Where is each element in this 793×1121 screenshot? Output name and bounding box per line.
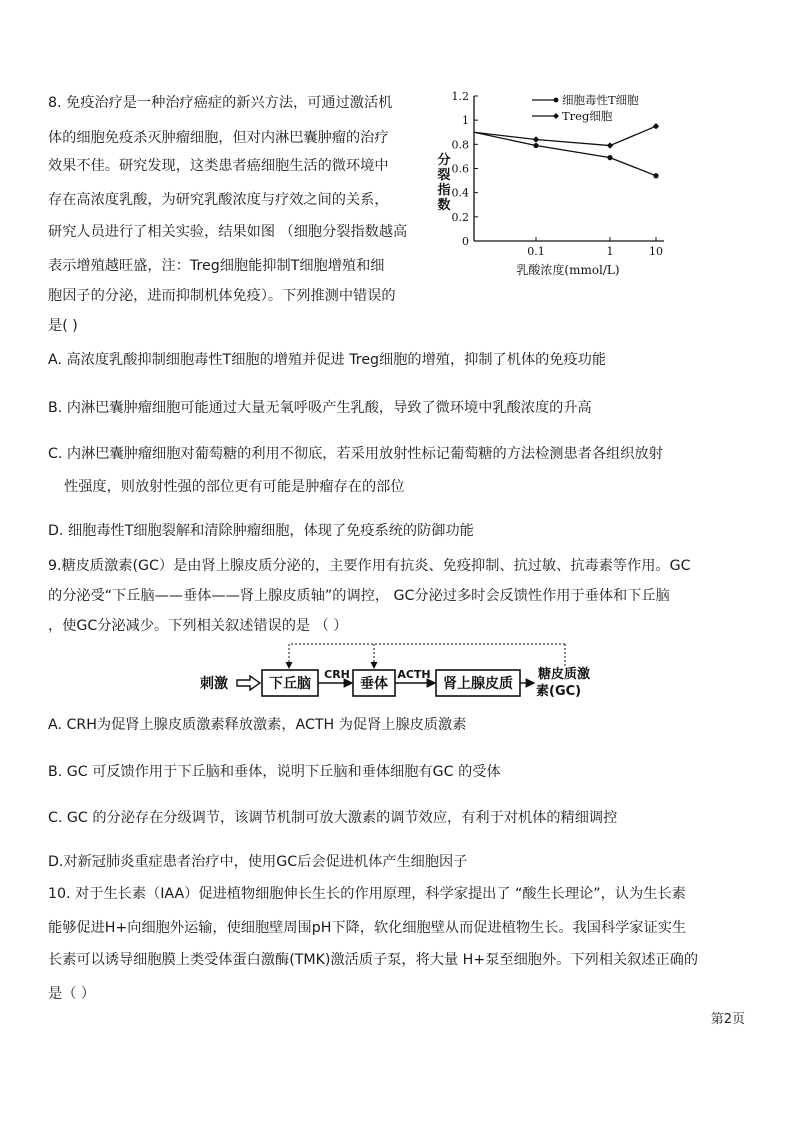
- chart-y-axis-label-char: 数: [437, 198, 451, 213]
- q8-option-c-line-2: 性强度，则放射性强的部位更有可能是肿瘤存在的部位: [64, 479, 405, 495]
- chart-point: [653, 173, 658, 178]
- q8-stem-line-8: 是( ): [48, 318, 78, 334]
- chart-y-axis-label-char: 分: [437, 153, 451, 168]
- chart-y-tick-label: 0: [462, 235, 469, 248]
- chart-series-line: [474, 126, 656, 145]
- crh-label: CRH: [324, 668, 350, 681]
- gc-label-line-2: 素(GC): [536, 684, 582, 699]
- chart-point: [607, 142, 613, 148]
- hypothalamus-label: 下丘脑: [269, 676, 311, 692]
- q9-option-b: B. GC 可反馈作用于下丘脑和垂体，说明下丘脑和垂体细胞有GC 的受体: [48, 764, 501, 780]
- acth-label: ACTH: [397, 668, 431, 681]
- chart-y-tick-label: 0.8: [451, 138, 469, 152]
- q9-option-c: C. GC 的分泌存在分级调节，该调节机制可放大激素的调节效应，有利于对机体的精细调控: [48, 810, 618, 826]
- chart-point: [653, 123, 659, 129]
- chart-legend-marker: [554, 98, 559, 103]
- chart-y-axis-label-char: 裂: [437, 168, 451, 183]
- chart-legend-marker: [553, 113, 559, 119]
- q8-option-a: A. 高浓度乳酸抑制细胞毒性T细胞的增殖并促进 Treg细胞的增殖，抑制了机体的免疫功能: [48, 352, 607, 368]
- stimulus-arrow: [237, 676, 260, 690]
- lactate-division-chart: [428, 82, 728, 282]
- chart-x-tick-label: 10: [649, 245, 663, 258]
- chart-x-axis-label: 乳酸浓度(mmol/L): [516, 263, 620, 277]
- q8-stem-line-1: 8. 免疫治疗是一种治疗癌症的新兴方法，可通过激活机: [48, 95, 393, 111]
- q10-stem-line-4: 是（ ）: [48, 986, 96, 1002]
- chart-legend: [532, 93, 639, 123]
- stimulus-label: 刺激: [200, 676, 228, 692]
- q8-stem-line-6: 表示增殖越旺盛，注：Treg细胞能抑制T细胞增殖和细: [48, 258, 385, 274]
- chart-y-tick-label: 0.2: [451, 210, 469, 224]
- q9-stem-line-1: 9.糖皮质激素(GC）是由肾上腺皮质分泌的，主要作用有抗炎、免疫抑制、抗过敏、抗毒素等作用。GC: [48, 558, 691, 574]
- chart-y-tick-label: 1.2: [451, 90, 469, 103]
- q8-stem-line-7: 胞因子的分泌，进而抑制机体免疫）。下列推测中错误的: [48, 288, 396, 304]
- gc-label-line-1: 糖皮质激: [538, 667, 591, 682]
- q9-option-d: D.对新冠肺炎重症患者治疗中，使用GC后会促进机体产生细胞因子: [48, 854, 468, 870]
- q9-stem-line-2: 的分泌受“下丘脑——垂体——肾上腺皮质轴”的调控， GC分泌过多时会反馈性作用于垂体和下丘脑: [48, 588, 670, 604]
- page-number: 第2页: [710, 1012, 745, 1027]
- chart-y-tick-label: 0.6: [451, 162, 469, 176]
- chart-series-line: [474, 132, 656, 176]
- q10-stem-line-1: 10. 对于生长素（IAA）促进植物细胞伸长生长的作用原理，科学家提出了 “酸生长理论”，认为生长素: [48, 886, 686, 902]
- chart-y-tick-label: 0.4: [451, 186, 469, 200]
- chart-point: [607, 155, 612, 160]
- q8-option-b: B. 内淋巴囊肿瘤细胞可能通过大量无氧呼吸产生乳酸，导致了微环境中乳酸浓度的升高: [48, 400, 592, 416]
- chart-point: [533, 143, 538, 148]
- q8-stem-line-5: 研究人员进行了相关实验，结果如图 （细胞分裂指数越高: [48, 224, 408, 240]
- q8-option-c-line-1: C. 内淋巴囊肿瘤细胞对葡萄糖的利用不彻底，若采用放射性标记葡萄糖的方法检测患者各组织放射: [48, 446, 663, 462]
- chart-legend-label: 细胞毒性T细胞: [562, 93, 639, 107]
- chart-y-tick-label: 1: [462, 114, 469, 128]
- chart-y-axis-label-char: 指: [437, 183, 451, 198]
- chart-series: [474, 123, 659, 178]
- q8-stem-line-4: 存在高浓度乳酸，为研究乳酸浓度与疗效之间的关系，: [48, 192, 389, 208]
- chart-x-tick-label: 0.1: [527, 245, 545, 258]
- pituitary-label: 垂体: [360, 676, 388, 692]
- hpa-axis-diagram: [192, 638, 612, 700]
- adrenal-label: 肾上腺皮质: [443, 676, 513, 692]
- q8-stem-line-2: 体的细胞免疫杀灭肿瘤细胞，但对内淋巴囊肿瘤的治疗: [48, 130, 389, 146]
- q9-stem-line-3: ，使GC分泌减少。下列相关叙述错误的是 （ ）: [48, 618, 348, 634]
- q10-stem-line-3: 长素可以诱导细胞膜上类受体蛋白激酶(TMK)激活质子泵，将大量 H+泵至细胞外。下列相关叙述正确的: [48, 952, 699, 968]
- chart-legend-label: Treg细胞: [562, 109, 613, 123]
- q9-option-a: A. CRH为促肾上腺皮质激素释放激素，ACTH 为促肾上腺皮质激素: [48, 717, 467, 733]
- chart-x-tick-label: 1: [606, 245, 614, 258]
- chart-point: [533, 136, 539, 142]
- q8-stem-line-3: 效果不佳。研究发现，这类患者癌细胞生活的微环境中: [48, 158, 389, 174]
- q8-option-d: D. 细胞毒性T细胞裂解和清除肿瘤细胞，体现了免疫系统的防御功能: [48, 523, 474, 539]
- feedback-lines: [289, 644, 565, 668]
- q10-stem-line-2: 能够促进H+向细胞外运输，使细胞壁周围pH下降，软化细胞壁从而促进植物生长。我国科学家证实生: [48, 920, 687, 936]
